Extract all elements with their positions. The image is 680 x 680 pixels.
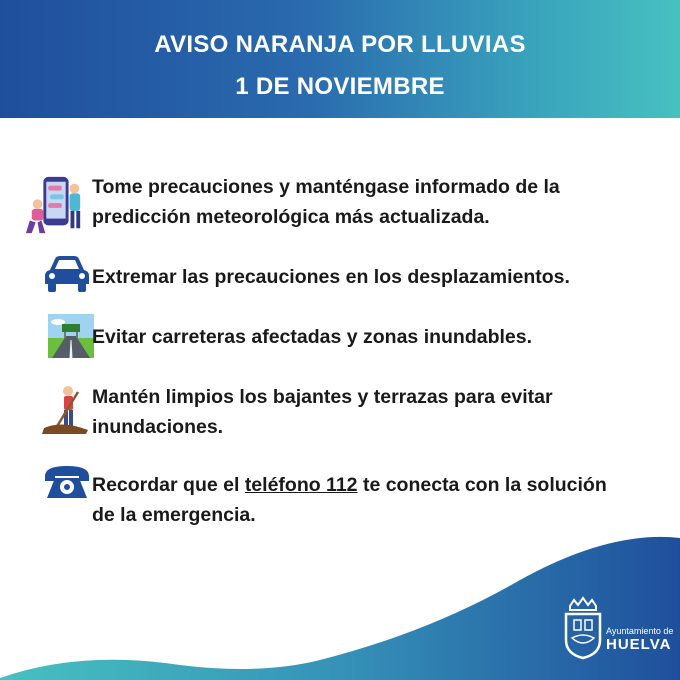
sweeping-person-icon xyxy=(34,384,96,436)
header-title-line2: 1 DE NOVIEMBRE xyxy=(235,73,445,100)
car-icon xyxy=(36,254,98,294)
advice-text-2 xyxy=(92,262,662,292)
phone-112-link[interactable]: teléfono 112 xyxy=(244,474,358,496)
advice-text-5-suffix: te conecta con la solución xyxy=(357,474,607,496)
advice-text-5-line2: de la emergencia. xyxy=(92,504,256,526)
advice-text-5-line1 xyxy=(92,470,662,500)
advice-text-3 xyxy=(92,322,662,352)
advice-text-5-prefix: Recordar que el xyxy=(92,474,245,496)
advice-text-1 xyxy=(92,172,662,232)
header-title-line1: AVISO NARANJA POR LLUVIAS xyxy=(154,31,526,58)
logo-title: HUELVA xyxy=(606,636,672,653)
header-banner xyxy=(0,0,680,118)
advice-text-4 xyxy=(92,382,662,442)
advice-text-4-line2: inundaciones. xyxy=(92,416,224,438)
advice-text-4-line1: Mantén limpios los bajantes y terrazas para evitar xyxy=(92,386,553,408)
advice-text-1-line2: predicción meteorológica más actualizada. xyxy=(92,206,490,228)
logo-subtitle: Ayuntamiento de xyxy=(606,626,674,636)
phone-people-icon xyxy=(24,174,86,236)
advice-text-1-line1: Tome precauciones y manténgase informado de la xyxy=(92,176,560,198)
advice-text-2-line1: Extremar las precauciones en los desplazamientos. xyxy=(92,266,570,288)
advice-text-3-line1: Evitar carreteras afectadas y zonas inundables. xyxy=(92,326,533,348)
huelva-crest-logo xyxy=(562,596,604,662)
telephone-icon xyxy=(36,462,98,502)
